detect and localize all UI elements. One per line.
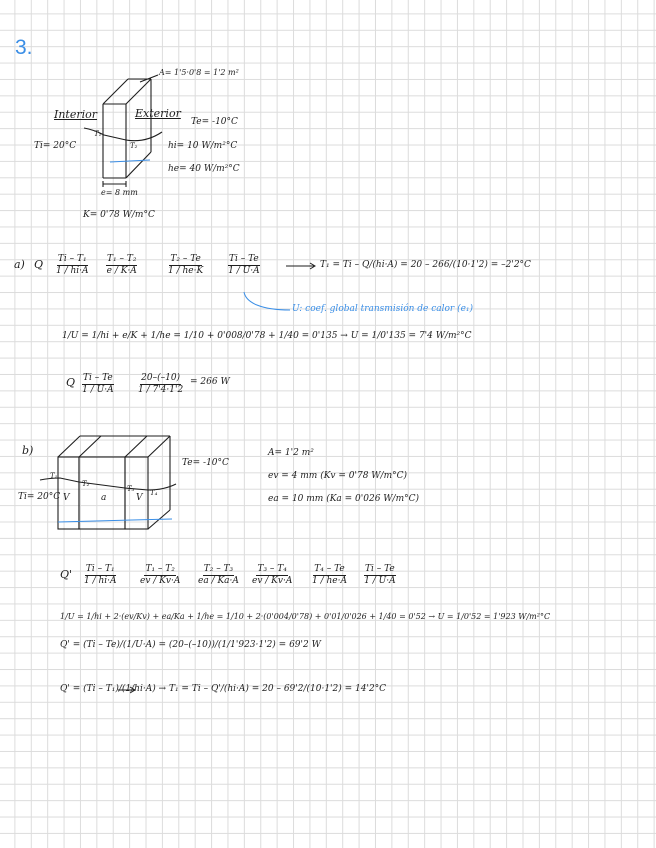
qp-symbol: Q' [60,568,73,581]
part-a-label: a) [14,258,25,271]
exterior-label: Exterior [135,107,181,120]
u-equation: 1/U = 1/hi + e/K + 1/he = 1/10 + 0'008/0'78 + 1/40 = 0'135 → U = 1/0'135 = 7'4 W/m²°C [62,331,472,341]
hi-label: hi= 10 W/m²°C [168,141,238,151]
b-t1-equation: Q' = (Ti – T₁)/(1/hi·A) → T₁ = Ti – Q'/(hi·A) = 20 – 69'2/(10·1'2) = 14'2°C [60,684,387,694]
thickness-label: e= 8 mm [101,188,138,197]
b-ev: ev = 4 mm (Kv = 0'78 W/m°C) [268,471,407,481]
area-label: A= 1'5·0'8 = 1'2 m² [159,68,239,77]
b-area: A= 1'2 m² [268,448,314,458]
fraction-3: $\frac{\text{T₂ – Te}}{1 / he\cdot K}$ [168,254,204,276]
b-u-equation: 1/U = 1/hi + 2·(ev/Kv) + ea/Ka + 1/he = 1/10 + 2·(0'004/0'78) + 0'01/0'026 + 1/40 = 0'52 → U = 1/0'52 = 1'923 W/m²°C [60,612,551,621]
t1-result: T₁ = Ti – Q/(hi·A) = 20 – 266/(10·1'2) = –2'2°C [320,260,531,270]
b-t3: T₃ [127,485,135,493]
fraction-4: $\frac{Ti - Te}{1 / U\cdot A}$ [228,254,260,276]
layer-a: a [101,493,107,503]
fraction-1: $\frac{\text{Ti – T₁}}{1 / hi\cdot A}$ [56,254,89,276]
t2-label: T₂ [130,142,138,150]
b-te-label: Te= -10°C [182,458,229,468]
interior-label: Interior [54,108,98,121]
layer-v2: V [136,493,143,503]
q-symbol: Q [34,258,44,271]
ti-label: Ti= 20°C [34,141,77,151]
q-symbol-2: Q [66,376,76,389]
b-fraction-4: $\frac{\text{T₃ – T₄}}{ev / Kv\cdot A}$ [252,564,293,586]
b-t4: T₄ [150,489,158,497]
q-value-fraction: $\frac{20-(-10)}{1 / 7'4\cdot 1'2}$ [138,373,184,395]
b-ea: ea = 10 mm (Ka = 0'026 W/m°C) [268,494,420,504]
fraction-2: $\frac{\text{T₁ – T₂}}{e / K\cdot A}$ [106,254,137,276]
b-fraction-6: $\frac{Ti - Te}{1 / U\cdot A}$ [364,564,396,586]
b-fraction-5: $\frac{\text{T₄ – Te}}{1 / he\cdot A}$ [312,564,347,586]
b-fraction-1: $\frac{\text{Ti – T₁}}{1 / hi\cdot A}$ [84,564,117,586]
q-fraction: $\frac{Ti - Te}{1 / U\cdot A}$ [82,373,114,395]
b-q2-equation: Q' = (Ti – Te)/(1/U·A) = (20–(–10))/(1/1'923·1'2) = 69'2 W [60,640,321,650]
u-note: U: coef. global transmisión de calor (e₁) [292,304,474,314]
problem-number: 3. [15,36,33,59]
he-label: he= 40 W/m²°C [168,164,240,174]
b-fraction-2: $\frac{\text{T₁ – T₂}}{ev / Kv\cdot A}$ [140,564,181,586]
part-b-label: b) [22,444,34,457]
q-result: = 266 W [190,377,230,387]
b-ti-label: Ti= 20°C [18,492,61,502]
b-t2: T₂ [82,480,90,488]
te-label: Te= -10°C [191,117,238,127]
k-label: K= 0'78 W/m°C [83,210,155,220]
layer-v1: V [63,493,70,503]
t1-label: T₁ [94,130,102,138]
b-t1: T₁ [50,472,58,480]
b-fraction-3: $\frac{\text{T₂ – T₃}}{ea / Ka\cdot A}$ [198,564,239,586]
